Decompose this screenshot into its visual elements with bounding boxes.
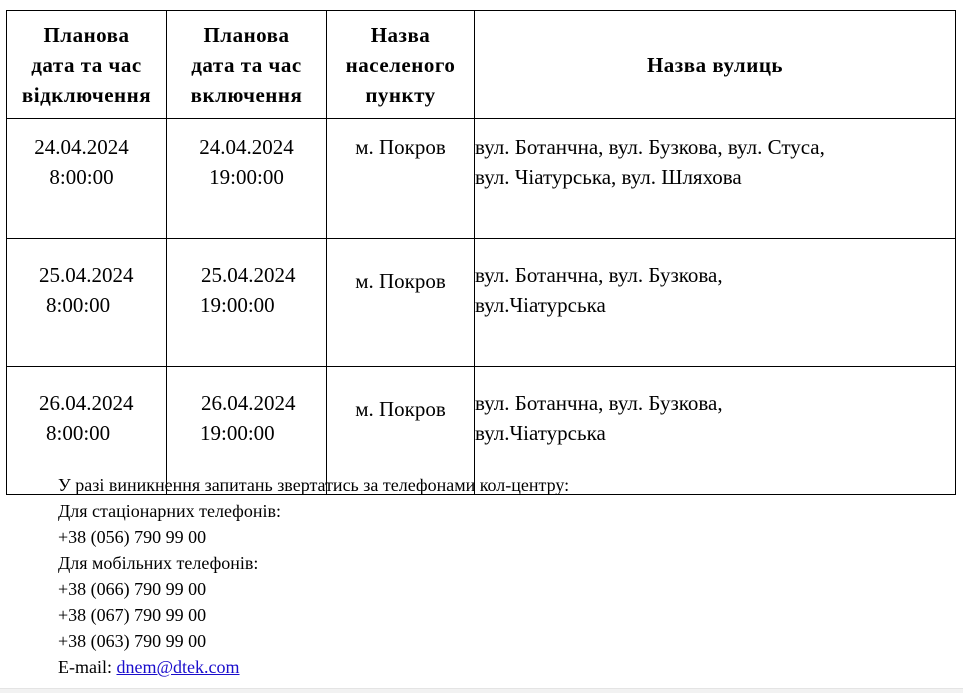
streets-cell [475, 239, 956, 367]
off-time: 8:00:00 [49, 165, 114, 189]
page-bottom-divider [0, 688, 963, 693]
off-date: 25.04.2024 [39, 263, 134, 287]
town-name: м. Покров [355, 269, 446, 293]
table-row [7, 239, 956, 367]
streets-line: вул.Чіатурська [475, 421, 606, 445]
off-datetime-cell [7, 119, 167, 239]
email-label: E-mail: [58, 657, 117, 677]
mobile-phone: +38 (067) 790 99 00 [58, 605, 207, 625]
email-link[interactable]: dnem@dtek.com [116, 657, 240, 677]
on-datetime-cell [167, 119, 327, 239]
contact-intro: У разі виникнення запитань звертатись за телефонами кол-центру: [58, 475, 570, 495]
mobile-phone: +38 (066) 790 99 00 [58, 579, 207, 599]
town-cell [327, 239, 475, 367]
off-date: 26.04.2024 [39, 391, 134, 415]
streets-line: вул. Ботанчна, вул. Бузкова, [475, 391, 723, 415]
contact-info [58, 472, 569, 680]
town-cell [327, 119, 475, 239]
streets-line: вул. Ботанчна, вул. Бузкова, [475, 263, 723, 287]
outage-schedule-table [6, 10, 956, 495]
off-time: 8:00:00 [46, 293, 111, 317]
email-line [58, 654, 569, 680]
landline-label: Для стаціонарних телефонів: [58, 501, 281, 521]
on-datetime-cell [167, 239, 327, 367]
mobile-phone: +38 (063) 790 99 00 [58, 631, 207, 651]
town-name: м. Покров [355, 397, 446, 421]
off-time: 8:00:00 [46, 421, 111, 445]
streets-cell [475, 119, 956, 239]
off-date: 24.04.2024 [34, 135, 129, 159]
table-row [7, 119, 956, 239]
table-header-row [7, 11, 956, 119]
on-date: 24.04.2024 [199, 135, 294, 159]
landline-phone: +38 (056) 790 99 00 [58, 527, 207, 547]
town-name: м. Покров [355, 135, 446, 159]
on-time: 19:00:00 [200, 421, 275, 445]
header-off-datetime: Планова дата та час відключення [7, 11, 167, 119]
header-town: Назва населеного пункту [327, 11, 475, 119]
on-time: 19:00:00 [200, 293, 275, 317]
streets-line: вул. Чіатурська, вул. Шляхова [475, 165, 742, 189]
on-date: 25.04.2024 [201, 263, 296, 287]
on-date: 26.04.2024 [201, 391, 296, 415]
header-on-datetime: Планова дата та час включення [167, 11, 327, 119]
header-streets: Назва вулиць [475, 11, 956, 119]
streets-line: вул. Ботанчна, вул. Бузкова, вул. Стуса, [475, 135, 825, 159]
off-datetime-cell [7, 239, 167, 367]
mobile-label: Для мобільних телефонів: [58, 553, 259, 573]
on-time: 19:00:00 [209, 165, 284, 189]
streets-line: вул.Чіатурська [475, 293, 606, 317]
